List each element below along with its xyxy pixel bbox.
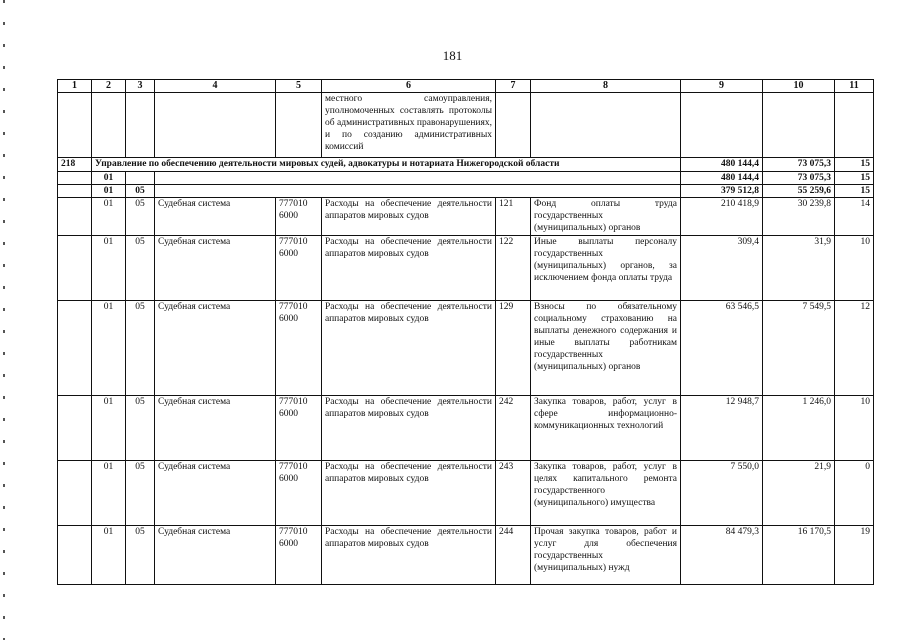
cell-col4: Судебная система — [155, 526, 276, 585]
cell-col9: 379 512,8 — [681, 185, 763, 198]
cell-col2: 01 — [92, 236, 126, 301]
cell-col5: 777010 6000 — [276, 301, 322, 396]
continuation-row — [58, 93, 874, 158]
header-cell: 8 — [531, 80, 681, 93]
section-row — [58, 185, 874, 198]
cell-col6: Расходы на обеспечение деятельности аппаратов мировых судов — [322, 301, 496, 396]
cell-col11: 10 — [835, 236, 874, 301]
header-cell: 7 — [496, 80, 531, 93]
cell-col9: 63 546,5 — [681, 301, 763, 396]
cell-col8: Закупка товаров, работ, услуг в целях капитального ремонта государственного (муниципального) имущества — [531, 461, 681, 526]
cell-col10: 1 246,0 — [763, 396, 835, 461]
department-name: Управление по обеспечению деятельности мировых судей, адвокатуры и нотариата Нижегородской области — [92, 158, 681, 172]
cell-col2: 01 — [92, 301, 126, 396]
department-row — [58, 158, 874, 172]
cell-col9: 309,4 — [681, 236, 763, 301]
cell-col11: 10 — [835, 396, 874, 461]
cell-col6: Расходы на обеспечение деятельности аппаратов мировых судов — [322, 526, 496, 585]
cell-col9: 480 144,4 — [681, 158, 763, 172]
section-row — [58, 172, 874, 185]
cell-col11: 15 — [835, 172, 874, 185]
table-row — [58, 301, 874, 396]
cell-col11: 15 — [835, 185, 874, 198]
cell-col3: 05 — [126, 396, 155, 461]
cell-col9: 12 948,7 — [681, 396, 763, 461]
header-cell: 11 — [835, 80, 874, 93]
cell-col6: Расходы на обеспечение деятельности аппаратов мировых судов — [322, 198, 496, 236]
page-edge-marks — [3, 0, 5, 640]
cell-col5: 777010 6000 — [276, 236, 322, 301]
header-cell: 2 — [92, 80, 126, 93]
header-cell: 1 — [58, 80, 92, 93]
cell-col5: 777010 6000 — [276, 526, 322, 585]
cell-col9: 480 144,4 — [681, 172, 763, 185]
cell-col2: 01 — [92, 198, 126, 236]
cell-col3: 05 — [126, 301, 155, 396]
cell-col3: 05 — [126, 526, 155, 585]
cell-col8: Фонд оплаты труда государственных (муниципальных) органов — [531, 198, 681, 236]
cell-col10: 73 075,3 — [763, 158, 835, 172]
cell-col2: 01 — [92, 172, 126, 185]
cell-col10: 7 549,5 — [763, 301, 835, 396]
table-row — [58, 236, 874, 301]
cell-col7: 129 — [496, 301, 531, 396]
budget-table — [57, 79, 874, 585]
cell-col5: 777010 6000 — [276, 461, 322, 526]
cell-col11: 0 — [835, 461, 874, 526]
cell-col2: 01 — [92, 461, 126, 526]
cell-col10: 73 075,3 — [763, 172, 835, 185]
cell-col6: Расходы на обеспечение деятельности аппаратов мировых судов — [322, 461, 496, 526]
cell-col2: 01 — [92, 396, 126, 461]
cell-col4: Судебная система — [155, 198, 276, 236]
cell-col10: 55 259,6 — [763, 185, 835, 198]
cell-col8: Прочая закупка товаров, работ и услуг для обеспечения государственных (муниципальных) нужд — [531, 526, 681, 585]
table-row — [58, 396, 874, 461]
cell-col10: 21,9 — [763, 461, 835, 526]
cell-col7: 243 — [496, 461, 531, 526]
cell-col5: 777010 6000 — [276, 396, 322, 461]
cell-col4: Судебная система — [155, 236, 276, 301]
cell-col9: 210 418,9 — [681, 198, 763, 236]
cell-col3: 05 — [126, 185, 155, 198]
cell-col7: 122 — [496, 236, 531, 301]
header-cell: 4 — [155, 80, 276, 93]
cell-col9: 7 550,0 — [681, 461, 763, 526]
cell-col3: 05 — [126, 461, 155, 526]
header-cell: 3 — [126, 80, 155, 93]
cell-col11: 12 — [835, 301, 874, 396]
cell-col10: 30 239,8 — [763, 198, 835, 236]
cell-col4: Судебная система — [155, 301, 276, 396]
department-code: 218 — [58, 158, 92, 172]
header-cell: 10 — [763, 80, 835, 93]
header-cell: 6 — [322, 80, 496, 93]
cell-col2: 01 — [92, 185, 126, 198]
cell-col5: 777010 6000 — [276, 198, 322, 236]
table-row — [58, 461, 874, 526]
cell-col4: Судебная система — [155, 461, 276, 526]
cell-col3: 05 — [126, 198, 155, 236]
cell-col7: 244 — [496, 526, 531, 585]
cell-col10: 16 170,5 — [763, 526, 835, 585]
cell-col3 — [126, 172, 155, 185]
cell-col4: Судебная система — [155, 396, 276, 461]
cell-col6: Расходы на обеспечение деятельности аппаратов мировых судов — [322, 236, 496, 301]
header-row — [58, 80, 874, 93]
continuation-text: местного самоуправления, уполномоченных составлять протоколы об административных правонарушениях, и по созданию административных комиссий — [322, 93, 496, 158]
cell-col8: Закупка товаров, работ, услуг в сфере информационно-коммуникационных технологий — [531, 396, 681, 461]
page-number: 181 — [442, 48, 463, 63]
cell-col10: 31,9 — [763, 236, 835, 301]
header-cell: 9 — [681, 80, 763, 93]
cell-col2: 01 — [92, 526, 126, 585]
cell-col11: 14 — [835, 198, 874, 236]
cell-col8: Взносы по обязательному социальному страхованию на выплаты денежного содержания и иные выплаты работникам государственных (муниципальных) органов — [531, 301, 681, 396]
table-row — [58, 526, 874, 585]
cell-col7: 242 — [496, 396, 531, 461]
table-row — [58, 198, 874, 236]
cell-col8: Иные выплаты персоналу государственных (муниципальных) органов, за исключением фонда оплаты труда — [531, 236, 681, 301]
cell-col9: 84 479,3 — [681, 526, 763, 585]
cell-col7: 121 — [496, 198, 531, 236]
header-cell: 5 — [276, 80, 322, 93]
cell-col6: Расходы на обеспечение деятельности аппаратов мировых судов — [322, 396, 496, 461]
cell-col11: 15 — [835, 158, 874, 172]
cell-col3: 05 — [126, 236, 155, 301]
cell-col11: 19 — [835, 526, 874, 585]
